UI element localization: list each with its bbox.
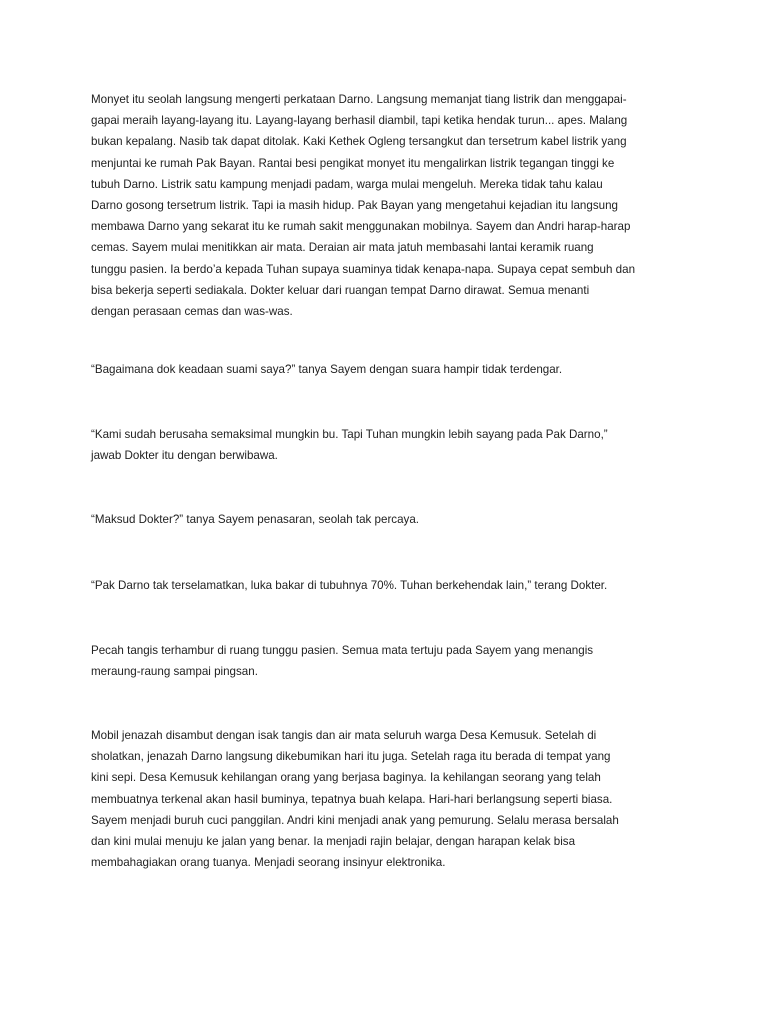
paragraph-5 [91, 575, 691, 596]
paragraph-4 [91, 509, 691, 530]
text-line: membawa Darno yang sekarat itu ke rumah sakit menggunakan mobilnya. Sayem dan Andri harap-harap [91, 220, 631, 234]
text-line: Darno gosong tersetrum listrik. Tapi ia masih hidup. Pak Bayan yang mengetahui kejadian itu langsung [91, 198, 618, 212]
paragraph-6 [91, 640, 691, 682]
text-line: tubuh Darno. Listrik satu kampung menjadi padam, warga mulai mengeluh. Mereka tidak tahu kalau [91, 177, 603, 191]
text-line: sholatkan, jenazah Darno langsung dikebumikan hari itu juga. Setelah raga itu berada di tempat yang [91, 750, 611, 764]
text-line: Monyet itu seolah langsung mengerti perkataan Darno. Langsung memanjat tiang listrik dan menggapai- [91, 93, 627, 106]
text-line: “Maksud Dokter?” tanya Sayem penasaran, seolah tak percaya. [91, 513, 420, 526]
text-line: gapai meraih layang-layang itu. Layang-layang berhasil diambil, tapi ketika hendak turun... apes. Malang [91, 114, 628, 128]
text-line: bukan kepalang. Nasib tak dapat ditolak. Kaki Kethek Ogleng tersangkut dan tersetrum kabel listrik yang [91, 135, 627, 149]
text-line: “Pak Darno tak terselamatkan, luka bakar di tubuhnya 70%. Tuhan berkehendak lain,” terang Dokter. [91, 579, 608, 592]
paragraph-1 [91, 89, 691, 322]
paragraph-2 [91, 359, 691, 380]
text-line: meraung-raung sampai pingsan. [91, 665, 258, 679]
text-line: tunggu pasien. Ia berdo’a kepada Tuhan supaya suaminya tidak kenapa-napa. Supaya cepat sembuh dan [91, 262, 636, 276]
text-line: dan kini mulai menuju ke jalan yang benar. Ia menjadi rajin belajar, dengan harapan kelak bisa [91, 834, 576, 848]
text-line: bisa bekerja seperti sediakala. Dokter keluar dari ruangan tempat Darno dirawat. Semua menanti [91, 283, 590, 297]
text-line: “Kami sudah berusaha semaksimal mungkin bu. Tapi Tuhan mungkin lebih sayang pada Pak Darno,” [91, 428, 608, 441]
text-line: Pecah tangis terhambur di ruang tunggu pasien. Semua mata tertuju pada Sayem yang menangis [91, 644, 594, 657]
text-line: Mobil jenazah disambut dengan isak tangis dan air mata seluruh warga Desa Kemusuk. Setelah di [91, 729, 597, 742]
text-line: jawab Dokter itu dengan berwibawa. [91, 449, 278, 463]
text-line: menjuntai ke rumah Pak Bayan. Rantai besi pengikat monyet itu mengalirkan listrik tegangan tinggi ke [91, 156, 615, 170]
text-line: dengan perasaan cemas dan was-was. [91, 304, 293, 318]
text-line: “Bagaimana dok keadaan suami saya?” tanya Sayem dengan suara hampir tidak terdengar. [91, 363, 563, 376]
paragraph-7 [91, 725, 691, 873]
text-line: membahagiakan orang tuanya. Menjadi seorang insinyur elektronika. [91, 856, 446, 870]
text-line: kini sepi. Desa Kemusuk kehilangan orang yang berjasa baginya. Ia kehilangan seorang yang telah [91, 771, 601, 785]
text-line: membuatnya terkenal akan hasil buminya, tepatnya buah kelapa. Hari-hari berlangsung seperti biasa. [91, 792, 613, 806]
text-line: Sayem menjadi buruh cuci panggilan. Andri kini menjadi anak yang pemurung. Selalu merasa bersalah [91, 813, 619, 827]
paragraph-3 [91, 424, 691, 466]
text-line: cemas. Sayem mulai menitikkan air mata. Deraian air mata jatuh membasahi lantai keramik ruang [91, 241, 594, 255]
